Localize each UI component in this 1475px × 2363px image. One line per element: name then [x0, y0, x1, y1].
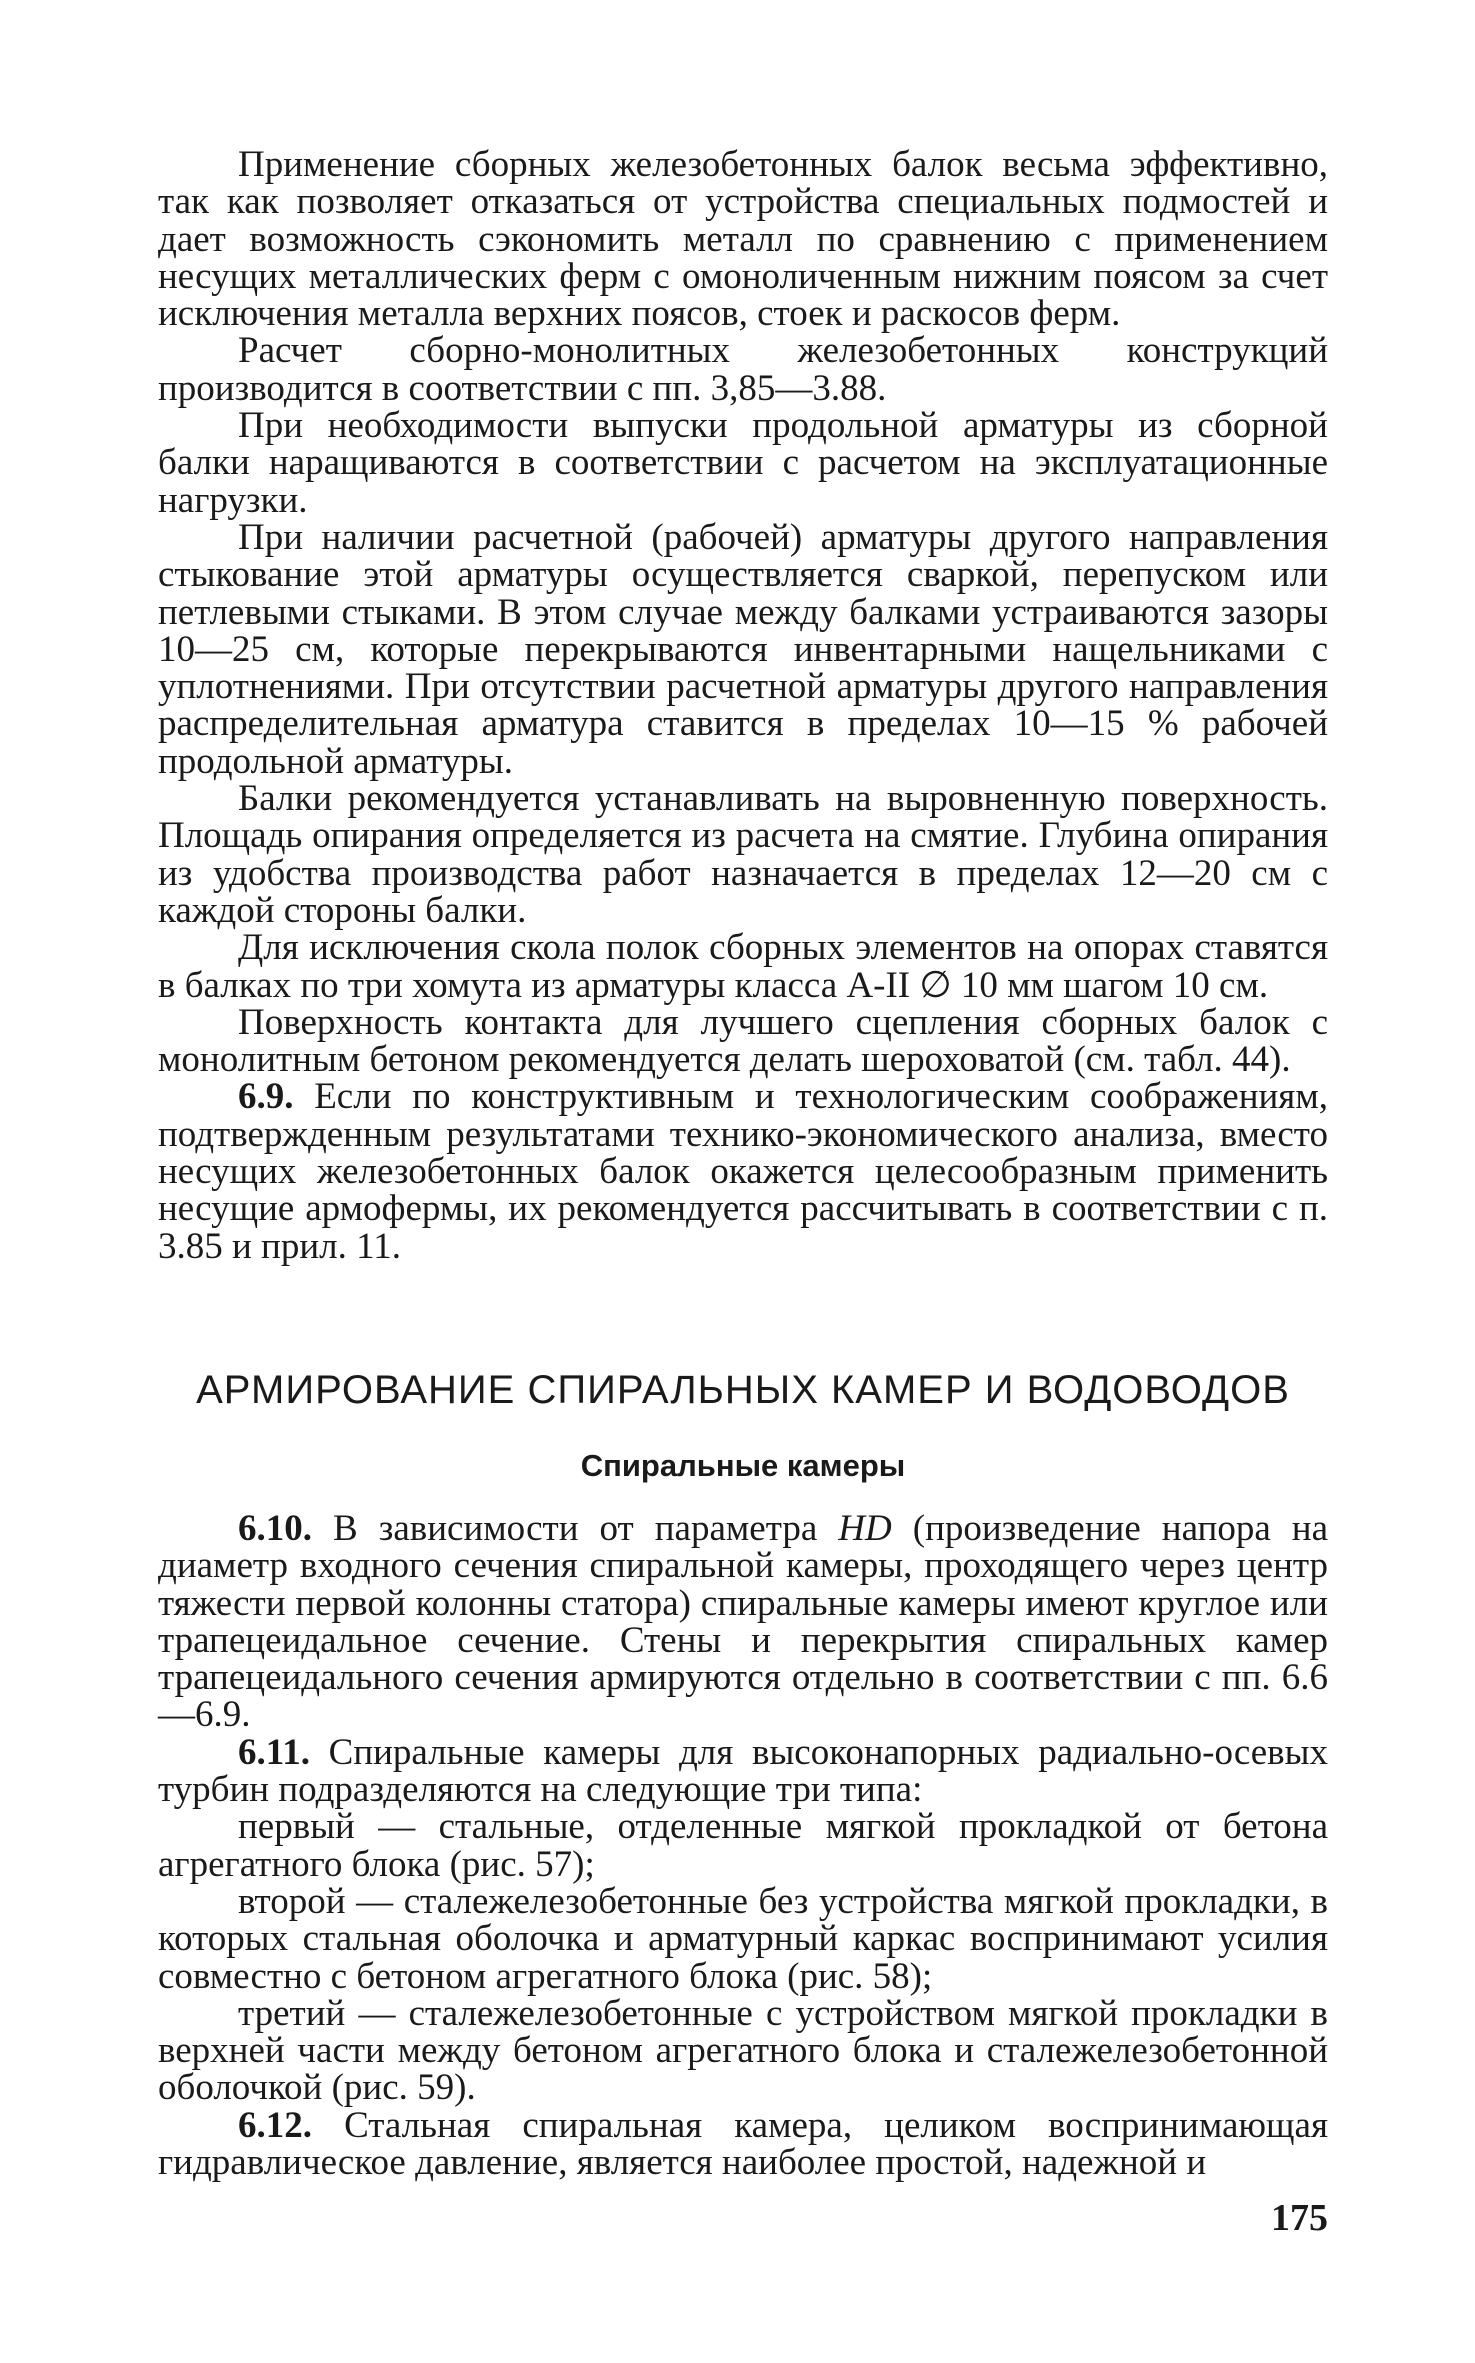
paragraph-text: Если по конструктивным и технологическим соображениям, подтвержденным результатами технико-экономического анализа, вместо несущих железобетонных балок окажется целесообразным применить несущие армофермы, их рекомендуется рассчитывать в соответствии с п. 3.85 и прил. 11.	[158, 1076, 1328, 1267]
section-subheading: Спиральные камеры	[580, 1448, 906, 1483]
paragraph-text: Спиральные камеры для высоконапорных радиально-осевых турбин подразделяются на следующие три типа:	[158, 1731, 1328, 1811]
paragraph	[158, 1510, 1328, 1734]
body-text-section-1	[158, 146, 1328, 1265]
parameter-hd: HD	[838, 1508, 892, 1549]
paragraph	[158, 1076, 1328, 1267]
paragraph	[158, 2104, 1328, 2184]
paragraph-text: Стальная спиральная камера, целиком воспринимающая гидравлическое давление, является наиболее простой, надежной и	[158, 2104, 1328, 2184]
paragraph: третий — сталежелезобетонные с устройством мягкой прокладки в верхней части между бетоном агрегатного блока и сталежелезобетонной оболочкой (рис. 59).	[158, 1992, 1328, 2109]
paragraph-text: В зависимости от параметра	[312, 1508, 839, 1549]
page-number: 175	[1271, 2197, 1328, 2239]
section-heading: АРМИРОВАНИЕ СПИРАЛЬНЫХ КАМЕР И ВОДОВОДОВ	[196, 1368, 1290, 1412]
paragraph: При наличии расчетной (рабочей) арматуры другого направления стыкование этой арматуры осуществляется сваркой, перепуском или петлевыми стыками. В этом случае между балками устраиваются зазоры 10—25 см, которые перекрываются инвентарными нащельниками с уплотнениями. При отсутствии расчетной арматуры другого направления распределительная арматура ставится в пределах 10—15 % рабочей продольной арматуры.	[158, 516, 1328, 782]
paragraph: При необходимости выпуски продольной арматуры из сборной балки наращиваются в соответствии с расчетом на эксплуатационные нагрузки.	[158, 405, 1328, 521]
paragraph: второй — сталежелезобетонные без устройства мягкой прокладки, в которых стальная оболочка и арматурный каркас воспринимают усилия совместно с бетоном агрегатного блока (рис. 58);	[158, 1880, 1328, 1997]
paragraph-text: (произведение напора на диаметр входного сечения спиральной камеры, проходящего через центр тяжести первой колонны статора) спиральные камеры имеют круглое или трапецеидальное сечение. Стены и перекрытия спиральных камер трапецеидального сечения армируются отдельно в соответствии с пп. 6.6—6.9.	[158, 1508, 1328, 1736]
clause-number: 6.11.	[238, 1731, 310, 1773]
paragraph: Для исключения скола полок сборных элементов на опорах ставятся в балках по три хомута из арматуры класса А-II ∅ 10 мм шагом 10 см.	[158, 927, 1328, 1006]
paragraph: первый — стальные, отделенные мягкой прокладкой от бетона агрегатного блока (рис. 57);	[158, 1806, 1328, 1885]
body-text-section-2	[158, 1508, 1328, 2184]
clause-number: 6.12.	[238, 2104, 312, 2146]
clause-number: 6.10.	[238, 1508, 312, 1549]
paragraph: Поверхность контакта для лучшего сцепления сборных балок с монолитным бетоном рекомендуется делать шероховатой (см. табл. 44).	[158, 1001, 1328, 1081]
paragraph: Применение сборных железобетонных балок весьма эффективно, так как позволяет отказаться от устройства специальных подмостей и дает возможность сэкономить металл по сравнению с применением несущих металлических ферм с омоноличенным нижним поясом за счет исключения металла верхних поясов, стоек и раскосов ферм.	[158, 144, 1328, 335]
paragraph	[158, 1731, 1328, 1811]
paragraph: Расчет сборно-монолитных железобетонных конструкций производится в соответствии с пп. 3,85—3.88.	[158, 330, 1328, 409]
clause-number: 6.9.	[238, 1076, 294, 1118]
paragraph: Балки рекомендуется устанавливать на выровненную поверхность. Площадь опирания определяется из расчета на смятие. Глубина опирания из удобства производства работ назначается в пределах 12—20 см с каждой стороны балки.	[158, 778, 1328, 931]
